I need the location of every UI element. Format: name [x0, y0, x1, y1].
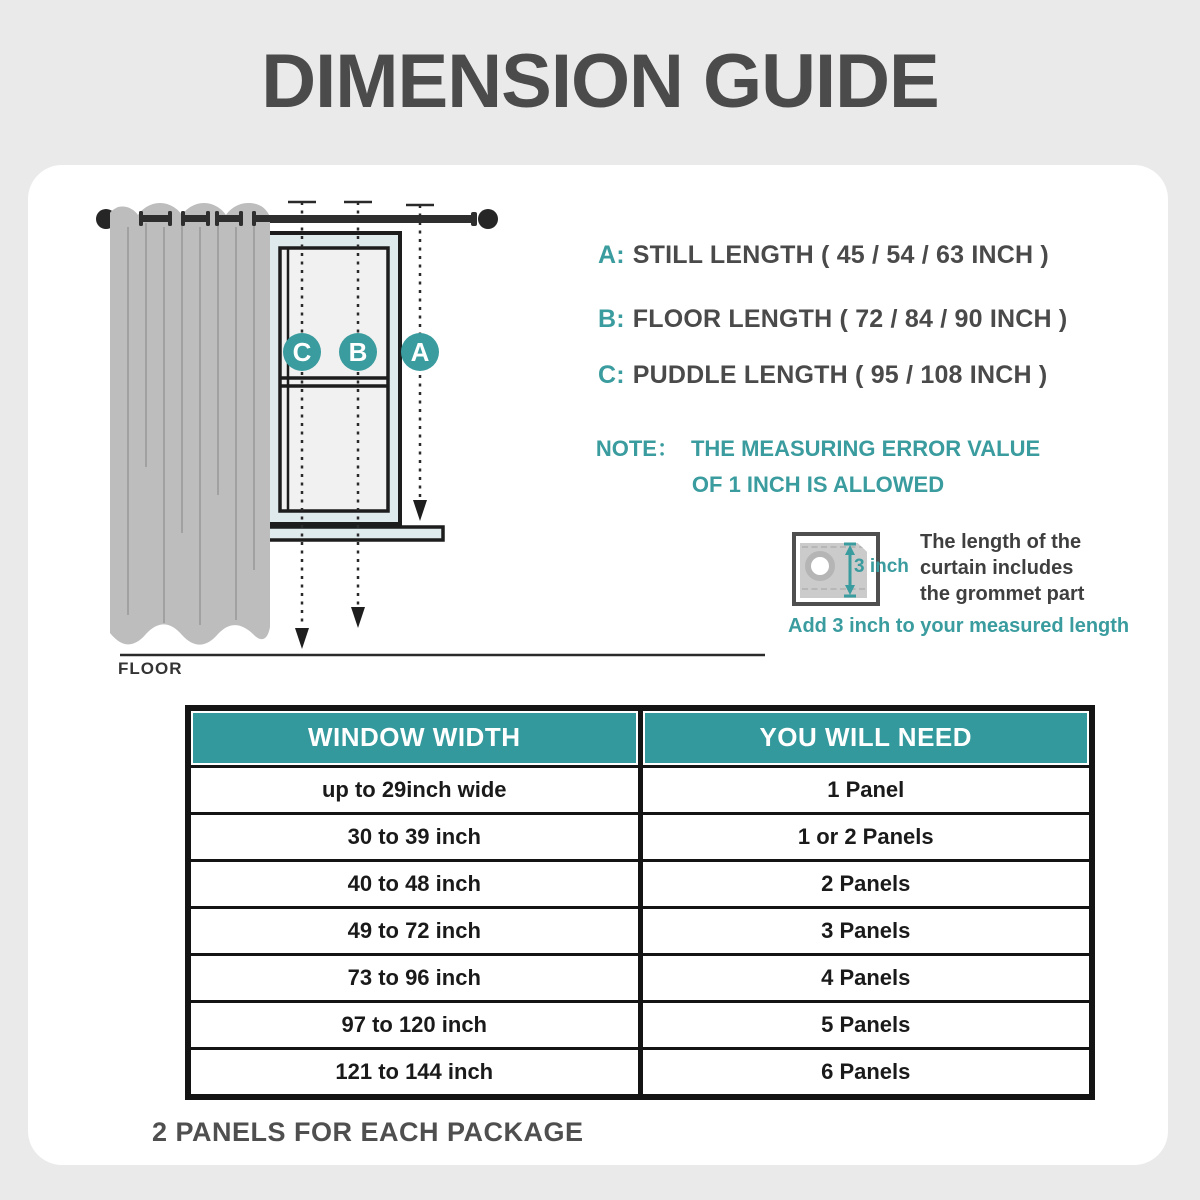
- arrowhead-c: [295, 628, 309, 649]
- grommet-figure: [792, 532, 909, 606]
- grommet-description: The length of the curtain includes the grommet part: [920, 531, 1085, 605]
- grommet-ring-icon: [805, 551, 835, 581]
- page-title: DIMENSION GUIDE: [261, 39, 939, 124]
- table-row: 73 to 96 inch 4 Panels: [191, 956, 1089, 1003]
- note-line-2: OF 1 INCH IS ALLOWED: [691, 472, 945, 497]
- note-prefix: NOTE：: [595, 436, 679, 461]
- table-row: 49 to 72 inch 3 Panels: [191, 909, 1089, 956]
- arrowhead-a: [413, 500, 427, 521]
- content-card: [28, 165, 1168, 1165]
- window-sill: [265, 527, 443, 540]
- measurement-b-key: B:: [598, 305, 625, 333]
- measurement-a: [598, 241, 1049, 270]
- floor-label: FLOOR: [118, 659, 183, 678]
- grommet-arrow-label: 3 inch: [854, 556, 909, 577]
- table-header-window-width: WINDOW WIDTH: [191, 711, 643, 765]
- table-header-row: [191, 711, 1089, 768]
- package-note: 2 PANELS FOR EACH PACKAGE: [152, 1117, 584, 1147]
- table-header-you-will-need: YOU WILL NEED: [643, 711, 1090, 765]
- measurement-c: [598, 361, 1047, 390]
- table-row: 121 to 144 inch 6 Panels: [191, 1050, 1089, 1094]
- curtain-panel: [110, 203, 270, 645]
- arrowhead-b: [351, 607, 365, 628]
- badge-b: B: [339, 333, 377, 371]
- table-row: 97 to 120 inch 5 Panels: [191, 1003, 1089, 1050]
- measurement-c-text: PUDDLE LENGTH ( 95 / 108 INCH ): [632, 361, 1048, 389]
- measuring-note: [568, 431, 1068, 503]
- measurement-b: [598, 305, 1067, 334]
- measurement-a-text: STILL LENGTH ( 45 / 54 / 63 INCH ): [632, 241, 1049, 269]
- note-line-1: NOTE： THE MEASURING ERROR VALUE: [595, 436, 1041, 461]
- table-row: 30 to 39 inch 1 or 2 Panels: [191, 815, 1089, 862]
- badge-a: A: [401, 333, 439, 371]
- badge-c: C: [283, 333, 321, 371]
- measurement-b-text: FLOOR LENGTH ( 72 / 84 / 90 INCH ): [632, 305, 1068, 333]
- table-row: 40 to 48 inch 2 Panels: [191, 862, 1089, 909]
- measurement-c-key: C:: [598, 361, 625, 389]
- measurement-a-key: A:: [598, 241, 625, 269]
- grommet-tip: Add 3 inch to your measured length: [788, 615, 1130, 637]
- table-row: up to 29inch wide 1 Panel: [191, 768, 1089, 815]
- panels-table: [185, 705, 1095, 1100]
